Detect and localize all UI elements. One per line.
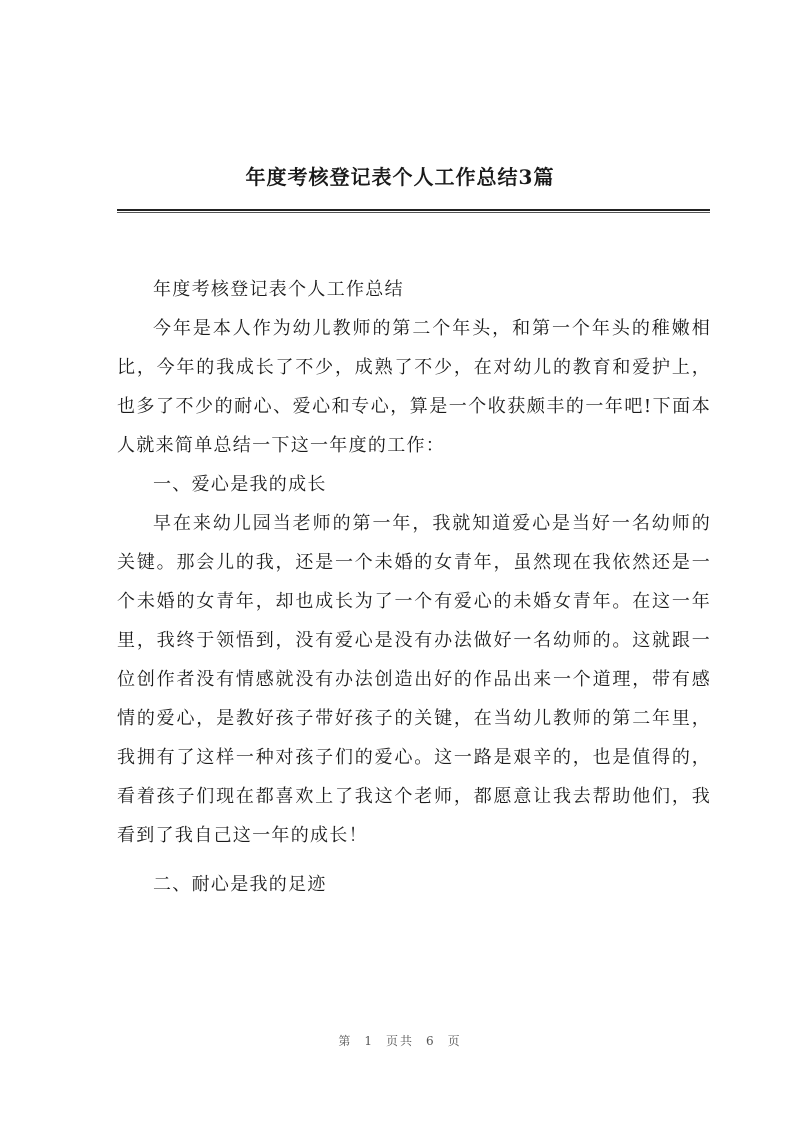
intro-paragraph: 今年是本人作为幼儿教师的第二个年头，和第一个年头的稚嫩相比，今年的我成长了不少，成熟了不少，在对幼儿的教育和爱护上，也多了不少的耐心、爱心和专心，算是一个收获颇丰的一年吧!下面本人就来简单总结一下这一年度的工作： (117, 318, 711, 456)
page-footer (0, 1032, 800, 1049)
page-title: 年度考核登记表个人工作总结3篇 (245, 165, 555, 189)
footer-middle: 页共 (385, 1034, 414, 1048)
section-heading-2: 二、耐心是我的足迹 (153, 874, 327, 895)
subtitle: 年度考核登记表个人工作总结 (153, 279, 404, 300)
footer-total-pages: 6 (426, 1034, 436, 1048)
footer-page-number: 1 (364, 1034, 374, 1048)
document-body (117, 270, 711, 904)
title-divider (117, 209, 710, 213)
section-1-paragraph: 早在来幼儿园当老师的第一年，我就知道爱心是当好一名幼师的关键。那会儿的我，还是一个未婚的女青年，虽然现在我依然还是一个未婚的女青年，却也成长为了一个有爱心的未婚女青年。在这一年里，我终于领悟到，没有爱心是没有办法做好一名幼师的。这就跟一位创作者没有情感就没有办法创造出好的作品出来一个道理，带有感情的爱心，是教好孩子带好孩子的关键，在当幼儿教师的第二年里，我拥有了这样一种对孩子们的爱心。这一路是艰辛的，也是值得的，看着孩子们现在都喜欢上了我这个老师，都愿意让我去帮助他们，我看到了我自己这一年的成长！ (117, 513, 711, 846)
section-heading-1: 一、爱心是我的成长 (153, 474, 327, 495)
footer-prefix: 第 (338, 1034, 353, 1048)
footer-suffix: 页 (447, 1034, 462, 1048)
